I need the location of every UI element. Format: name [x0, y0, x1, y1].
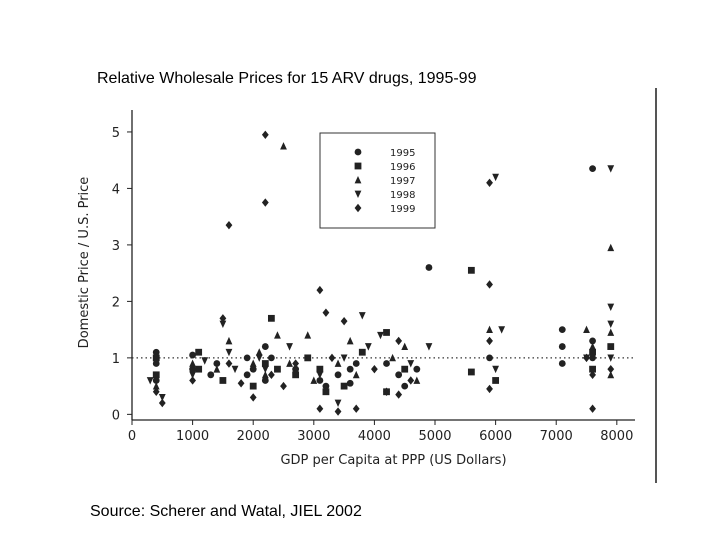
data-point-1996 [468, 369, 475, 376]
data-point-1998 [492, 174, 499, 181]
data-point-1998 [341, 354, 348, 361]
data-point-1996 [220, 377, 227, 384]
data-point-1999 [607, 365, 614, 373]
data-point-1996 [292, 371, 299, 378]
data-point-1995 [559, 360, 566, 367]
data-point-1999 [486, 280, 493, 288]
y-tick-label: 2 [111, 295, 120, 311]
data-point-1998 [607, 354, 614, 361]
data-point-1995 [413, 366, 420, 373]
data-point-1996 [323, 388, 330, 395]
data-point-1997 [589, 343, 596, 350]
data-point-1998 [262, 366, 269, 373]
data-point-1999 [226, 359, 233, 367]
data-point-1995 [347, 366, 354, 373]
data-point-1997 [213, 365, 220, 372]
data-point-1995 [262, 343, 269, 350]
data-point-1995 [353, 360, 360, 367]
y-axis-label: Domestic Price / U.S. Price [77, 176, 92, 349]
data-point-1997 [583, 326, 590, 333]
data-point-1996 [341, 383, 348, 390]
data-point-1998 [226, 349, 233, 356]
data-point-1999 [395, 390, 402, 398]
data-point-1997 [607, 328, 614, 335]
data-point-1997 [347, 337, 354, 344]
data-point-1996 [268, 315, 275, 322]
y-tick-label: 1 [111, 351, 120, 367]
legend-marker-1995 [355, 149, 362, 156]
data-point-1996 [468, 267, 475, 274]
data-point-1997 [274, 331, 281, 338]
data-point-1997 [250, 360, 257, 367]
data-point-1995 [559, 343, 566, 350]
x-tick-label: 5000 [418, 429, 452, 444]
data-point-1999 [371, 365, 378, 373]
x-axis-label: GDP per Capita at PPP (US Dollars) [280, 453, 507, 468]
data-point-1998 [607, 304, 614, 311]
data-point-1998 [316, 371, 323, 378]
legend-label: 1996 [390, 162, 416, 173]
data-point-1999 [407, 376, 414, 384]
data-point-1999 [189, 376, 196, 384]
data-point-1995 [347, 380, 354, 387]
data-point-1997 [286, 360, 293, 367]
data-point-1998 [498, 326, 505, 333]
data-point-1997 [310, 376, 317, 383]
data-point-1998 [426, 343, 433, 350]
data-point-1995 [244, 371, 251, 378]
data-point-1999 [486, 385, 493, 393]
x-tick-label: 0 [127, 429, 137, 444]
slide-title: Relative Wholesale Prices for 15 ARV drugs, 1995-99 [97, 70, 477, 87]
data-point-1996 [359, 349, 366, 356]
chart-legend [320, 133, 435, 228]
data-point-1995 [589, 165, 596, 172]
x-tick-label: 8000 [600, 429, 634, 444]
data-point-1995 [335, 371, 342, 378]
data-point-1999 [323, 308, 330, 316]
x-tick-label: 6000 [479, 429, 513, 444]
chart-ticks [112, 126, 634, 444]
data-point-1999 [262, 131, 269, 139]
data-point-1998 [232, 366, 239, 373]
data-point-1999 [250, 393, 257, 401]
data-point-1997 [401, 343, 408, 350]
data-point-1999 [395, 337, 402, 345]
chart-points [147, 131, 614, 416]
data-point-1998 [407, 360, 414, 367]
data-point-1997 [304, 331, 311, 338]
data-point-1995 [383, 360, 390, 367]
data-point-1998 [335, 400, 342, 407]
data-point-1998 [286, 343, 293, 350]
x-tick-label: 3000 [297, 429, 331, 444]
data-point-1997 [189, 360, 196, 367]
legend-marker-1996 [355, 163, 362, 170]
chart-axes [132, 110, 635, 420]
data-point-1999 [316, 286, 323, 294]
data-point-1996 [304, 354, 311, 361]
x-tick-label: 2000 [236, 429, 270, 444]
data-point-1996 [274, 366, 281, 373]
slide-divider [655, 88, 657, 483]
legend-marker-1999 [355, 204, 362, 212]
data-point-1995 [244, 354, 251, 361]
data-point-1996 [607, 343, 614, 350]
y-tick-label: 0 [111, 408, 120, 424]
data-point-1999 [292, 359, 299, 367]
data-point-1997 [389, 354, 396, 361]
legend-box [320, 133, 435, 228]
legend-marker-1998 [355, 191, 362, 198]
data-point-1999 [280, 382, 287, 390]
data-point-1999 [159, 399, 166, 407]
data-point-1997 [280, 142, 287, 149]
data-point-1996 [195, 366, 202, 373]
data-point-1997 [353, 371, 360, 378]
data-point-1999 [238, 379, 245, 387]
data-point-1997 [486, 326, 493, 333]
data-point-1996 [153, 371, 160, 378]
data-point-1996 [153, 354, 160, 361]
data-point-1998 [201, 357, 208, 364]
x-tick-label: 7000 [539, 429, 573, 444]
legend-label: 1998 [390, 190, 416, 201]
data-point-1995 [426, 264, 433, 271]
data-point-1995 [486, 354, 493, 361]
data-point-1999 [316, 405, 323, 413]
data-point-1997 [335, 360, 342, 367]
legend-label: 1997 [390, 176, 416, 187]
data-point-1998 [147, 377, 154, 384]
data-point-1995 [189, 352, 196, 359]
data-point-1998 [256, 354, 263, 361]
data-point-1998 [365, 343, 372, 350]
data-point-1998 [607, 321, 614, 328]
x-tick-label: 1000 [176, 429, 210, 444]
data-point-1999 [268, 371, 275, 379]
data-point-1996 [195, 349, 202, 356]
data-point-1996 [383, 329, 390, 336]
data-point-1996 [492, 377, 499, 384]
data-point-1996 [401, 366, 408, 373]
data-point-1999 [486, 337, 493, 345]
data-point-1999 [262, 198, 269, 206]
data-point-1995 [401, 383, 408, 390]
legend-label: 1995 [390, 148, 416, 159]
data-point-1997 [226, 337, 233, 344]
data-point-1999 [486, 179, 493, 187]
x-tick-label: 4000 [357, 429, 391, 444]
data-point-1999 [335, 407, 342, 415]
y-tick-label: 4 [111, 182, 120, 198]
data-point-1995 [207, 371, 214, 378]
data-point-1999 [329, 354, 336, 362]
legend-label: 1999 [390, 204, 416, 215]
data-point-1998 [377, 332, 384, 339]
y-tick-label: 3 [111, 238, 120, 254]
data-point-1995 [559, 326, 566, 333]
data-point-1999 [341, 317, 348, 325]
data-point-1997 [607, 244, 614, 251]
data-point-1998 [359, 312, 366, 319]
data-point-1999 [353, 405, 360, 413]
data-point-1999 [226, 221, 233, 229]
data-point-1998 [607, 165, 614, 172]
legend-marker-1997 [355, 176, 362, 183]
data-point-1995 [268, 354, 275, 361]
slide-source: Source: Scherer and Watal, JIEL 2002 [90, 503, 362, 520]
data-point-1998 [492, 366, 499, 373]
data-point-1997 [413, 376, 420, 383]
data-point-1996 [250, 383, 257, 390]
data-point-1995 [395, 371, 402, 378]
y-tick-label: 5 [111, 125, 120, 141]
data-point-1999 [589, 405, 596, 413]
